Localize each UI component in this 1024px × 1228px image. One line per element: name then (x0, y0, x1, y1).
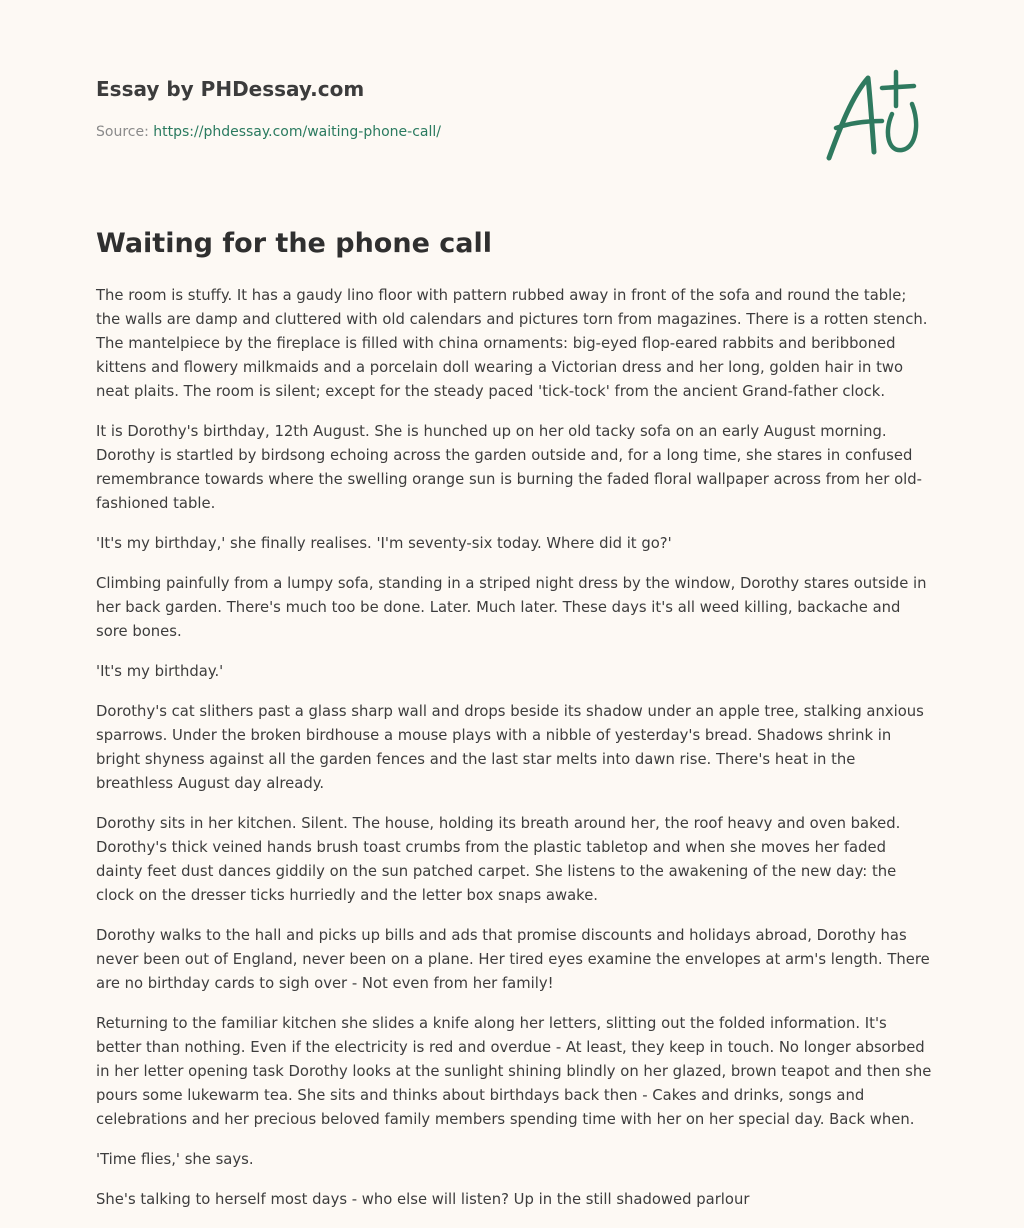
essay-paragraph: 'Time flies,' she says. (96, 1151, 254, 1168)
source-line (96, 122, 796, 142)
essay-title: Waiting for the phone call (96, 228, 493, 259)
essay-paragraph: Dorothy's cat slithers past a glass sharp wall and drops beside its shadow under an apple tree, stalking anxious sparrows. Under the broken birdhouse a mouse plays with a nibble of yesterday's bread. Shadows shrink in bright shyness against all the garden fences and the last star melts into dawn rise. There's heat in the breathless August day already. (96, 703, 924, 792)
essay-paragraph: The room is stuffy. It has a gaudy lino floor with pattern rubbed away in front of the sofa and round the table; the walls are damp and cluttered with old calendars and pictures torn from magazines. There is a rotten stench. The mantelpiece by the fireplace is filled with china ornaments: big-eyed flop-eared rabbits and beribboned kittens and flowery milkmaids and a porcelain doll wearing a Victorian dress and her long, golden hair in two neat plaits. The room is silent; except for the steady paced 'tick-tock' from the ancient Grand-father clock. (96, 287, 928, 400)
essay-paragraph: 'It's my birthday.' (96, 663, 224, 680)
a-plus-grade-icon (822, 66, 932, 166)
site-brand: Essay by PHDessay.com (96, 77, 365, 101)
source-link[interactable]: https://phdessay.com/waiting-phone-call/ (153, 124, 441, 140)
essay-paragraph: She's talking to herself most days - who else will listen? Up in the still shadowed parlour (96, 1191, 750, 1208)
source-label: Source: (96, 124, 154, 140)
essay-paragraph: 'It's my birthday,' she finally realises. 'I'm seventy-six today. Where did it go?' (96, 535, 672, 552)
essay-header (96, 74, 796, 142)
essay-paragraph: Climbing painfully from a lumpy sofa, standing in a striped night dress by the window, Dorothy stares outside in her back garden. There's much too be done. Later. Much later. These days it's all weed killing, backache and sore bones. (96, 575, 927, 640)
essay-body (96, 284, 932, 1228)
essay-paragraph: It is Dorothy's birthday, 12th August. She is hunched up on her old tacky sofa on an early August morning. Dorothy is startled by birdsong echoing across the garden outside and, for a long time, she stares in confused remembrance towards where the swelling orange sun is burning the faded floral wallpaper across from her old-fashioned table. (96, 423, 922, 512)
essay-paragraph: Dorothy walks to the hall and picks up bills and ads that promise discounts and holidays abroad, Dorothy has never been out of England, never been on a plane. Her tired eyes examine the envelopes at arm's length. There are no birthday cards to sigh over - Not even from her family! (96, 927, 930, 992)
essay-paragraph: Dorothy sits in her kitchen. Silent. The house, holding its breath around her, the roof heavy and oven baked. Dorothy's thick veined hands brush toast crumbs from the plastic tabletop and when she moves her faded dainty feet dust dances giddily on the sun patched carpet. She listens to the awakening of the new day: the clock on the dresser ticks hurriedly and the letter box snaps awake. (96, 815, 901, 904)
essay-paragraph: Returning to the familiar kitchen she slides a knife along her letters, slitting out the folded information. It's better than nothing. Even if the electricity is red and overdue - At least, they keep in touch. No longer absorbed in her letter opening task Dorothy looks at the sunlight shining blindly on her glazed, brown teapot and then she pours some lukewarm tea. She sits and thinks about birthdays back then - Cakes and drinks, songs and celebrations and her precious beloved family members spending time with her on her special day. Back when. (96, 1015, 932, 1128)
